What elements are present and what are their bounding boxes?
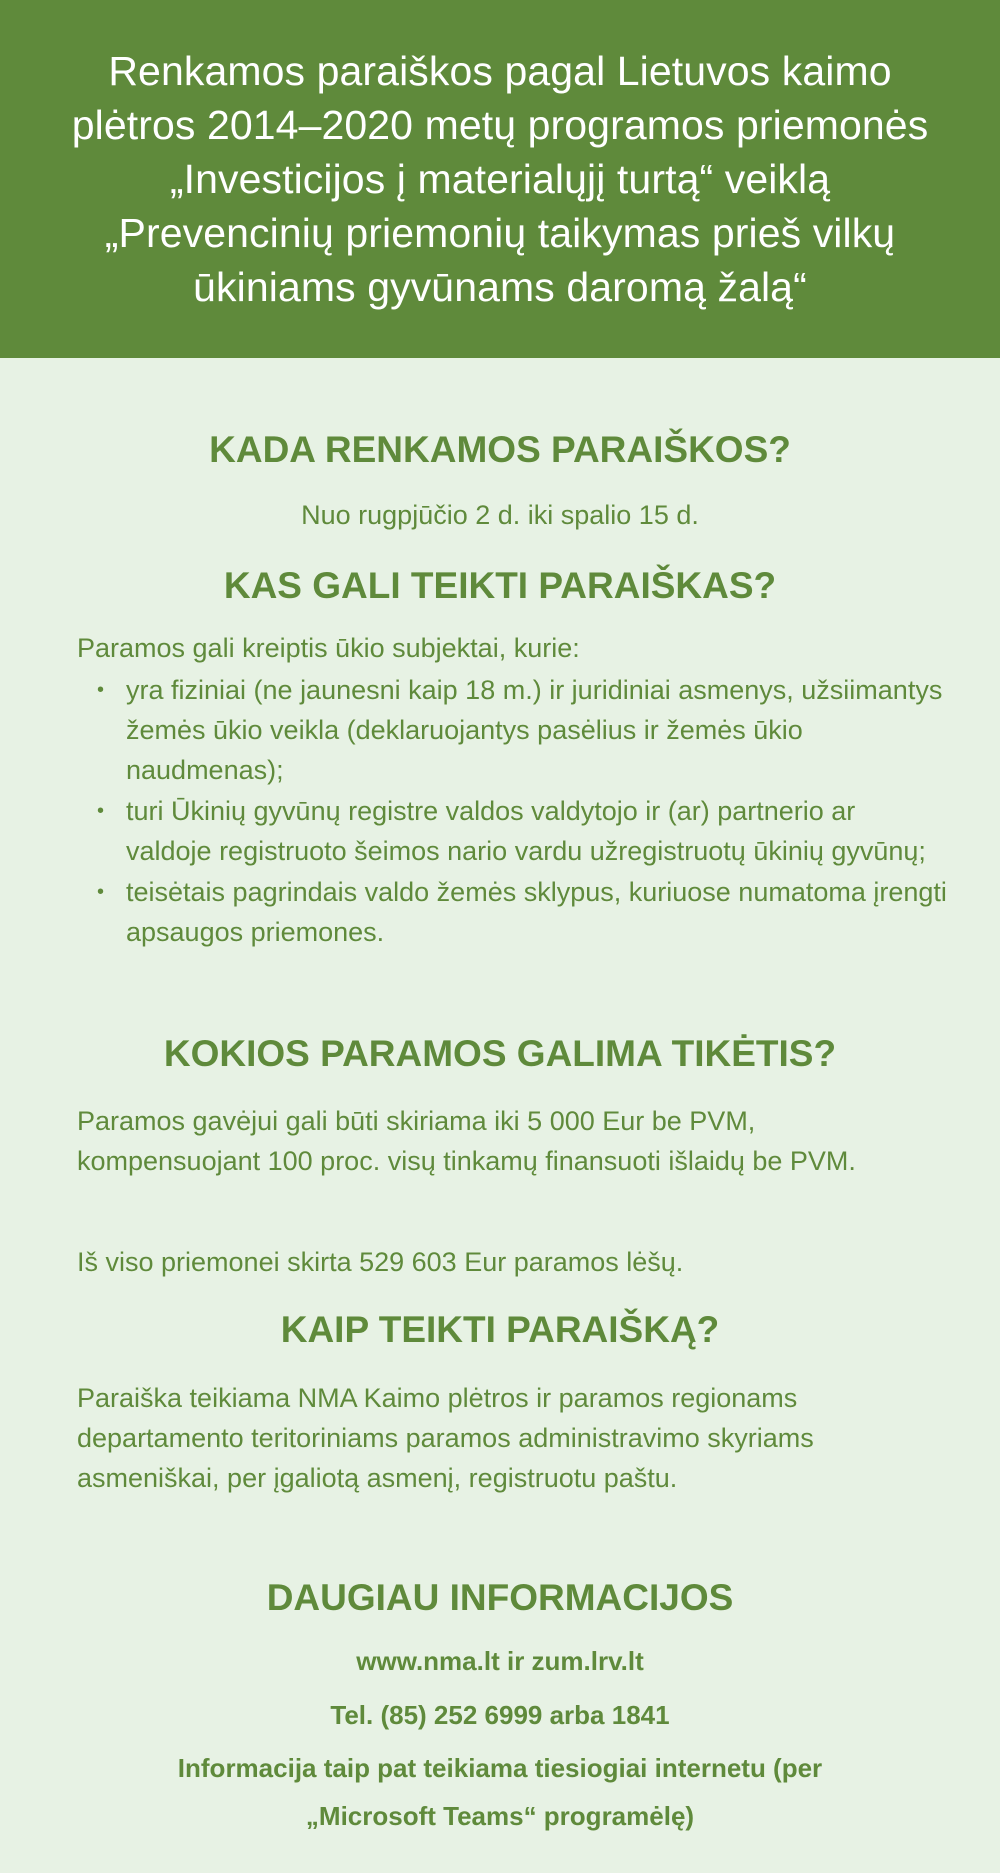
teams-note-line2: „Microsoft Teams“ programėlę) [305, 1801, 695, 1831]
list-item [77, 791, 947, 871]
phone-number: Tel. (85) 252 6999 arba 1841 [330, 1700, 670, 1730]
websites-link[interactable]: www.nma.lt ir zum.lrv.lt [356, 1646, 644, 1676]
list-item-text: turi Ūkinių gyvūnų registre valdos valdytojo ir (ar) partnerio ar valdoje registruoto šeimos nario vardu užregistruotų ūkinių gyvūnų; [126, 796, 926, 866]
support-amount-text: Paramos gavėjui gali būti skiriama iki 5 000 Eur be PVM, kompensuojant 100 proc. visų tinkamų finansuoti išlaidų be PVM. [77, 1106, 856, 1176]
list-item [77, 670, 947, 790]
eligibility-list [77, 670, 947, 953]
list-item [77, 872, 947, 952]
section-title-how: KAIP TEIKTI PARAIŠKĄ? [280, 1309, 720, 1350]
section-title-when: KADA RENKAMOS PARAIŠKOS? [209, 429, 791, 470]
header-banner [0, 0, 1000, 358]
teams-note-line1: Informacija taip pat teikiama tiesiogiai internetu (per [177, 1753, 823, 1783]
bullet-icon: • [97, 881, 105, 903]
application-period: Nuo rugpjūčio 2 d. iki spalio 15 d. [301, 500, 699, 530]
bullet-icon: • [97, 800, 105, 822]
list-item-text: yra fiziniai (ne jaunesni kaip 18 m.) ir juridiniai asmenys, užsiimantys žemės ūkio veikla (deklaruojantys pasėlius ir žemės ūkio naudmenas); [126, 675, 943, 785]
support-total-text: Iš viso priemonei skirta 529 603 Eur paramos lėšų. [77, 1247, 684, 1277]
bullet-icon: • [97, 679, 105, 701]
page-title: Renkamos paraiškos pagal Lietuvos kaimo plėtros 2014–2020 metų programos priemonės „Investicijos į materialųjį turtą“ veiklą „Prevencinių priemonių taikymas prieš vilkų ūkiniams gyvūnams daromą žalą“ [71, 48, 929, 310]
how-to-apply-text: Paraiška teikiama NMA Kaimo plėtros ir paramos regionams departamento teritoriniams paramos administravimo skyriams asmeniškai, per įgaliotą asmenį, registruotu paštu. [77, 1383, 814, 1493]
list-item-text: teisėtais pagrindais valdo žemės sklypus, kuriuose numatoma įrengti apsaugos priemones. [126, 877, 947, 947]
section-title-who: KAS GALI TEIKTI PARAIŠKAS? [223, 565, 777, 606]
eligibility-intro: Paramos gali kreiptis ūkio subjektai, kurie: [77, 633, 580, 663]
section-title-support: KOKIOS PARAMOS GALIMA TIKĖTIS? [163, 1033, 837, 1074]
section-title-more-info: DAUGIAU INFORMACIJOS [266, 1577, 734, 1618]
